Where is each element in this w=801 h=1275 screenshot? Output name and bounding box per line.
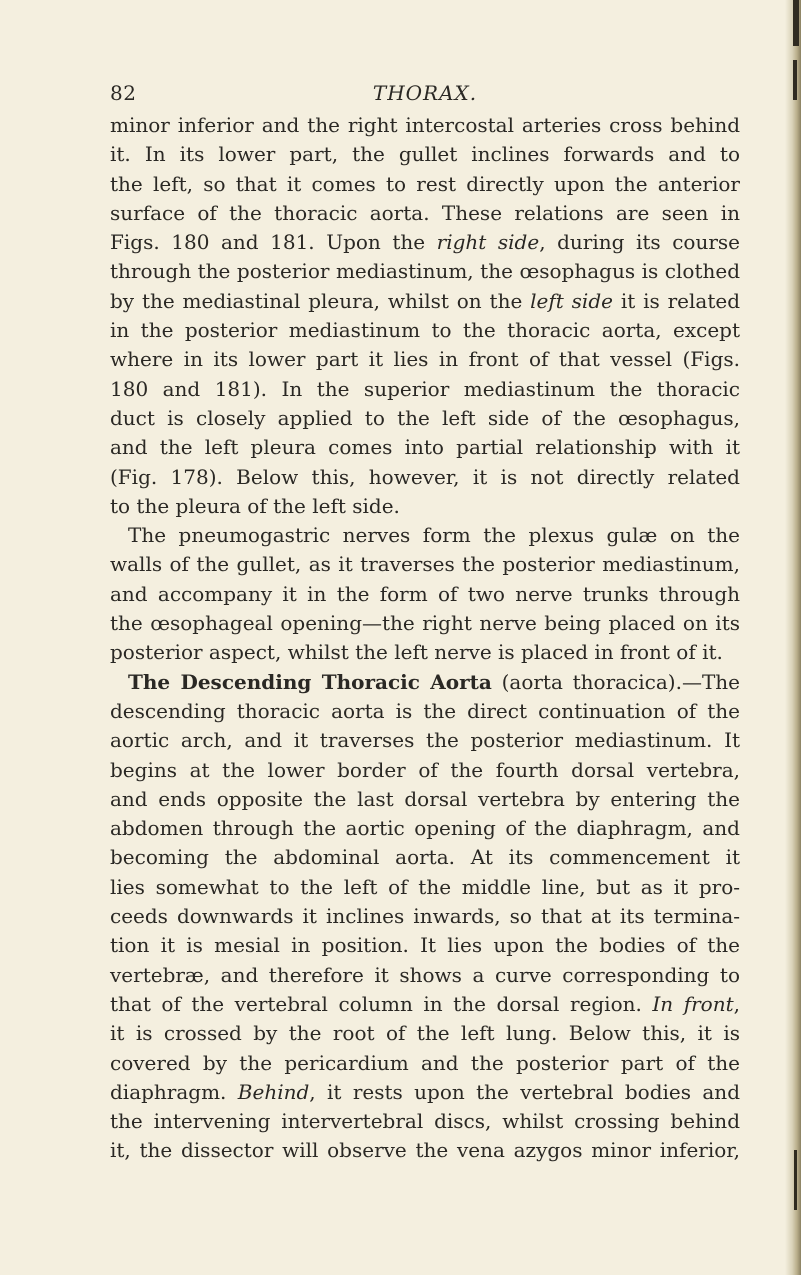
text-segment: it is crossed by the root of the left lung. Below this, it is xyxy=(110,1021,740,1046)
text-segment: , xyxy=(733,991,741,1016)
text-line xyxy=(110,345,740,374)
text-line xyxy=(110,1049,740,1078)
text-segment: and the left pleura comes into partial relationship with it xyxy=(110,435,740,460)
text-line xyxy=(110,170,740,199)
text-segment: tion it is mesial in position. It lies upon the bodies of the xyxy=(110,933,740,958)
text-segment: the left, so that it comes to rest directly upon the anterior xyxy=(110,171,740,196)
text-line xyxy=(110,961,740,990)
running-head xyxy=(110,80,740,114)
text-line xyxy=(110,873,740,902)
text-line xyxy=(110,375,740,404)
text-line xyxy=(110,228,740,257)
text-line xyxy=(110,287,740,316)
text-line xyxy=(110,668,740,697)
text-segment: duct is closely applied to the left side of the œsophagus, xyxy=(110,405,740,430)
page-edge-shadow xyxy=(794,1150,797,1210)
text-segment: it, the dissector will observe the vena azygos minor inferior, xyxy=(110,1138,740,1163)
text-segment: aortic arch, and it traverses the posterior mediastinum. It xyxy=(110,728,740,753)
text-line xyxy=(110,199,740,228)
text-line xyxy=(110,404,740,433)
italic-text: right side xyxy=(436,230,540,255)
text-segment: vertebræ, and therefore it shows a curve corresponding to xyxy=(110,962,740,987)
text-line xyxy=(110,316,740,345)
text-segment: posterior aspect, whilst the left nerve is placed in front of it. xyxy=(110,640,723,665)
text-segment: walls of the gullet, as it traverses the posterior mediastinum, xyxy=(110,552,740,577)
text-segment: ceeds downwards it inclines inwards, so that at its termina- xyxy=(110,904,740,929)
text-line xyxy=(110,902,740,931)
text-line xyxy=(110,931,740,960)
page-edge-shadow xyxy=(793,60,797,100)
text-line xyxy=(110,433,740,462)
text-segment: becoming the abdominal aorta. At its commencement it xyxy=(110,845,740,870)
text-line xyxy=(110,521,740,550)
text-segment: diaphragm. xyxy=(110,1079,238,1104)
text-segment: , it rests upon the vertebral bodies and xyxy=(309,1079,740,1104)
text-segment: and ends opposite the last dorsal vertebra by entering the xyxy=(110,786,740,811)
text-line xyxy=(110,814,740,843)
text-segment: descending thoracic aorta is the direct continuation of the xyxy=(110,698,740,723)
text-segment: (aorta thoracica).—The xyxy=(491,669,740,694)
text-segment: to the pleura of the left side. xyxy=(110,493,400,518)
text-segment: it is related xyxy=(612,288,740,313)
page-number: 82 xyxy=(110,81,137,105)
page-edge xyxy=(785,0,801,1275)
italic-text: Behind xyxy=(237,1079,310,1104)
text-segment: 180 and 181). In the superior mediastinum the thoracic xyxy=(110,376,740,401)
text-segment: The pneumogastric nerves form the plexus gulæ on the xyxy=(128,523,740,548)
running-head-title: THORAX. xyxy=(372,81,478,105)
text-segment: lies somewhat to the left of the middle line, but as it pro- xyxy=(110,874,740,899)
text-line xyxy=(110,638,740,667)
text-segment: , during its course xyxy=(539,230,740,255)
section-heading: The Descending Thoracic Aorta xyxy=(128,669,492,694)
text-line xyxy=(110,1019,740,1048)
text-segment: minor inferior and the right intercostal arteries cross behind xyxy=(110,113,740,137)
text-line xyxy=(110,756,740,785)
text-line xyxy=(110,785,740,814)
text-segment: where in its lower part it lies in front of that vessel (Figs. xyxy=(110,347,740,372)
text-line xyxy=(110,990,740,1019)
text-segment: and accompany it in the form of two nerve trunks through xyxy=(110,581,740,606)
text-segment: abdomen through the aortic opening of the diaphragm, and xyxy=(110,816,740,841)
text-line xyxy=(110,111,740,140)
text-segment: (Fig. 178). Below this, however, it is not directly related xyxy=(110,464,740,489)
text-line xyxy=(110,1136,740,1165)
text-line xyxy=(110,843,740,872)
text-line xyxy=(110,463,740,492)
text-segment: the intervening intervertebral discs, whilst crossing behind xyxy=(110,1109,740,1134)
text-segment: Figs. 180 and 181. Upon the xyxy=(110,230,437,255)
text-segment: through the posterior mediastinum, the œsophagus is clothed xyxy=(110,259,740,284)
text-line xyxy=(110,580,740,609)
text-line xyxy=(110,609,740,638)
body-text xyxy=(110,111,740,1166)
text-line xyxy=(110,726,740,755)
page-edge-shadow xyxy=(793,0,799,46)
text-line xyxy=(110,697,740,726)
text-line xyxy=(110,257,740,286)
text-segment: covered by the pericardium and the posterior part of the xyxy=(110,1050,740,1075)
text-segment: surface of the thoracic aorta. These relations are seen in xyxy=(110,200,740,225)
text-line xyxy=(110,492,740,521)
text-line xyxy=(110,140,740,169)
text-line xyxy=(110,550,740,579)
italic-text: left side xyxy=(530,288,613,313)
text-segment: the œsophageal opening—the right nerve being placed on its xyxy=(110,611,740,636)
italic-text: In front xyxy=(652,991,734,1016)
text-line xyxy=(110,1107,740,1136)
text-segment: in the posterior mediastinum to the thoracic aorta, except xyxy=(110,318,740,343)
text-segment: begins at the lower border of the fourth dorsal vertebra, xyxy=(110,757,740,782)
text-segment: it. In its lower part, the gullet inclines forwards and to xyxy=(110,142,740,167)
text-line xyxy=(110,1078,740,1107)
text-segment: by the mediastinal pleura, whilst on the xyxy=(110,288,531,313)
text-segment: that of the vertebral column in the dorsal region. xyxy=(110,991,653,1016)
